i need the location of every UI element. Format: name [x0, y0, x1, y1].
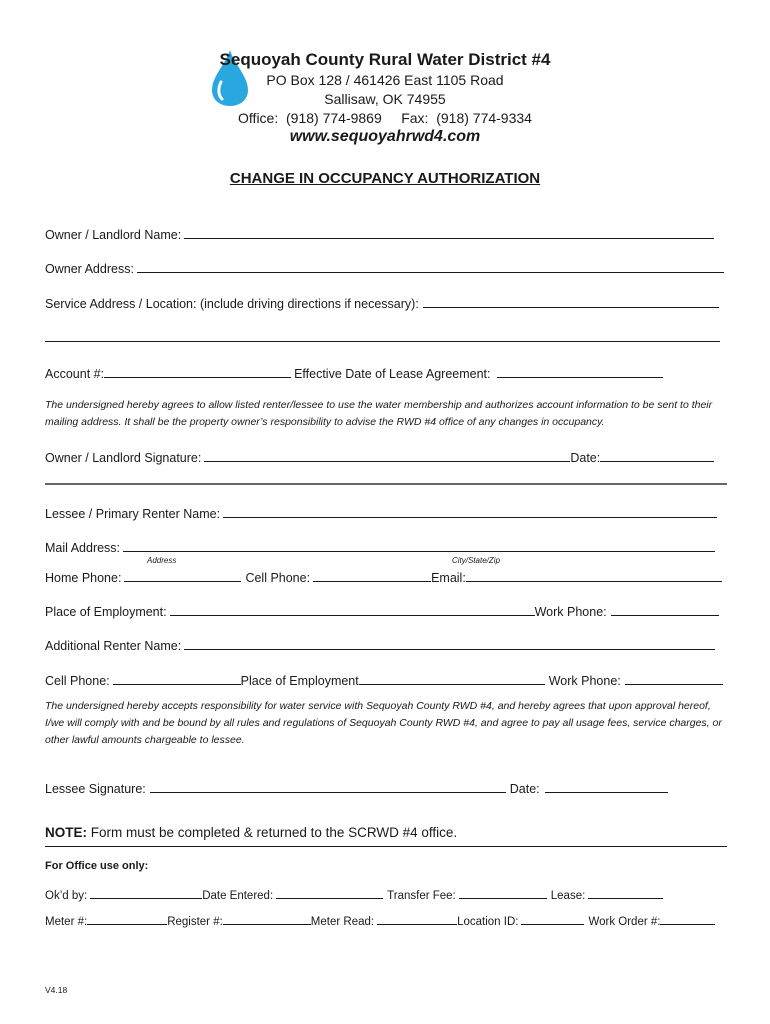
city-state-zip-sublabel: City/State/Zip [452, 556, 501, 565]
owner-date-field[interactable] [600, 449, 714, 462]
mail-address-field[interactable] [123, 539, 715, 552]
account-row [45, 365, 663, 381]
service-address-field[interactable] [423, 295, 719, 308]
lease-field[interactable] [588, 886, 663, 899]
add-employment-label: Place of Employment [240, 674, 359, 688]
transfer-fee-label: Transfer Fee: [387, 890, 456, 902]
home-phone-label: Home Phone: [45, 571, 122, 585]
owner-address-field[interactable] [137, 260, 724, 273]
lease-label: Lease: [550, 890, 586, 902]
mail-address-label: Mail Address: [45, 541, 121, 555]
date-entered-field[interactable] [276, 886, 383, 899]
mail-address-row [45, 539, 715, 555]
address-line: PO Box 128 / 461426 East 1105 Road [266, 72, 504, 88]
owner-name-row [45, 226, 714, 242]
home-phone-field[interactable] [124, 569, 241, 582]
note-label: NOTE: [45, 825, 87, 840]
office-row-2 [45, 912, 715, 928]
service-address-extra-line[interactable] [45, 341, 720, 342]
owner-address-row [45, 260, 724, 276]
lease-date-label: Effective Date of Lease Agreement: [294, 367, 491, 381]
add-cell-phone-field[interactable] [113, 672, 241, 685]
lease-date-field[interactable] [497, 365, 663, 378]
owner-agreement-text: The undersigned hereby agrees to allow listed renter/lessee to use the water membership and authorizes account information to be sent to their mailing address. It shall be the property owner’s responsibility to advise the RWD #4 office of any changes in occupancy. [45, 399, 713, 428]
meter-label: Meter #: [45, 916, 88, 928]
cell-phone-field[interactable] [313, 569, 431, 582]
work-phone-field[interactable] [611, 603, 719, 616]
cell-phone-label: Cell Phone: [245, 571, 311, 585]
phone-line: Office: (918) 774-9869 Fax: (918) 774-9334 [238, 110, 532, 126]
form-title: CHANGE IN OCCUPANCY AUTHORIZATION [229, 170, 541, 187]
meter-read-field[interactable] [377, 912, 457, 925]
work-order-field[interactable] [660, 912, 715, 925]
additional-renter-field[interactable] [184, 637, 715, 650]
lessee-agreement-text: The undersigned hereby accepts responsibility for water service with Sequoyah County RWD #4, and hereby agrees that upon approval hereof, I/we will comply with and be bound by all rules and regulations of Sequoyah County RWD #4, and agree to pay all usage fees, service charges, or other lawful amounts chargeable to lessee. [45, 700, 722, 746]
lessee-name-row [45, 505, 717, 521]
lessee-signature-label: Lessee Signature: [45, 782, 146, 796]
account-field[interactable] [104, 365, 291, 378]
office-row-1 [45, 886, 663, 902]
employment-label: Place of Employment: [45, 605, 167, 619]
lessee-date-label: Date: [509, 782, 540, 796]
okd-by-field[interactable] [90, 886, 202, 899]
account-label: Account #: [45, 367, 105, 381]
lessee-signature-row [45, 780, 668, 796]
add-work-phone-label: Work Phone: [548, 674, 621, 688]
employment-field[interactable] [170, 603, 535, 616]
note-line [45, 825, 457, 840]
section-divider [45, 483, 727, 485]
service-address-label: Service Address / Location: (include driving directions if necessary): [45, 297, 419, 311]
lessee-signature-field[interactable] [150, 780, 506, 793]
owner-signature-row [45, 449, 714, 465]
register-field[interactable] [223, 912, 311, 925]
lessee-name-field[interactable] [223, 505, 717, 518]
transfer-fee-field[interactable] [459, 886, 547, 899]
add-work-phone-field[interactable] [625, 672, 723, 685]
additional-renter-label: Additional Renter Name: [45, 639, 182, 653]
meter-field[interactable] [87, 912, 167, 925]
owner-date-label: Date: [570, 451, 601, 465]
add-cell-phone-label: Cell Phone: [45, 674, 110, 688]
work-order-label: Work Order #: [588, 916, 661, 928]
location-id-field[interactable] [521, 912, 584, 925]
address-sublabel: Address [147, 556, 177, 565]
register-label: Register #: [167, 916, 223, 928]
email-field[interactable] [466, 569, 722, 582]
phones-row [45, 569, 722, 585]
owner-signature-label: Owner / Landlord Signature: [45, 451, 202, 465]
organization-name: Sequoyah County Rural Water District #4 [219, 50, 551, 69]
additional-renter-row [45, 637, 715, 653]
office-use-title: For Office use only: [45, 860, 149, 872]
service-address-row [45, 295, 719, 311]
location-id-label: Location ID: [457, 916, 519, 928]
add-employment-field[interactable] [359, 672, 545, 685]
note-divider [45, 846, 727, 847]
website-link[interactable]: www.sequoyahrwd4.com [289, 128, 481, 145]
employment-row [45, 603, 719, 619]
okd-by-label: Ok’d by: [45, 890, 88, 902]
city-line: Sallisaw, OK 74955 [324, 91, 446, 107]
date-entered-label: Date Entered: [202, 890, 274, 902]
lessee-date-field[interactable] [545, 780, 668, 793]
owner-name-field[interactable] [184, 226, 714, 239]
owner-name-label: Owner / Landlord Name: [45, 228, 182, 242]
lessee-name-label: Lessee / Primary Renter Name: [45, 507, 221, 521]
work-phone-label: Work Phone: [534, 605, 607, 619]
owner-signature-field[interactable] [204, 449, 570, 462]
email-label: Email: [431, 571, 466, 585]
version-label: V4.18 [45, 985, 68, 995]
owner-address-label: Owner Address: [45, 262, 134, 276]
additional-contact-row [45, 672, 723, 688]
meter-read-label: Meter Read: [310, 916, 375, 928]
note-text: Form must be completed & returned to the SCRWD #4 office. [87, 825, 458, 840]
